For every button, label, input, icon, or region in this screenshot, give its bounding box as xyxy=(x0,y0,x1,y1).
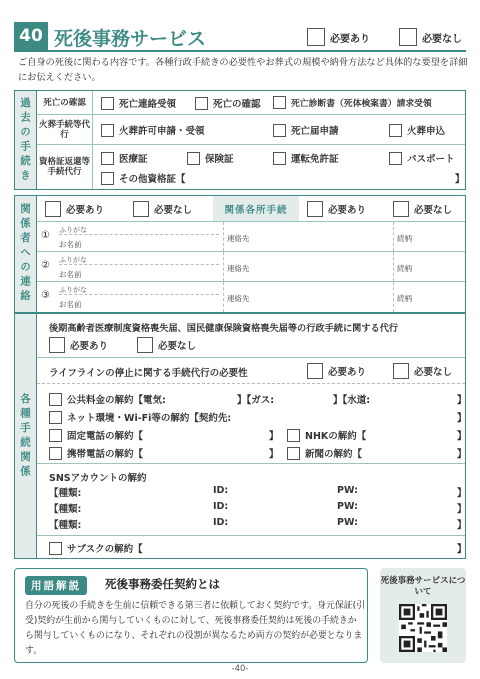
relation-field[interactable]: 続柄 xyxy=(397,234,412,243)
option-cremation-permit[interactable]: 火葬許可申請・受領 xyxy=(101,123,205,137)
contact-row-1: ① ふりがな お名前 連絡先 続柄 xyxy=(37,222,465,252)
header-need-checkbox[interactable] xyxy=(307,28,325,46)
header-need-option[interactable] xyxy=(307,28,370,46)
checkbox[interactable] xyxy=(49,337,65,353)
page-number: -40- xyxy=(231,664,249,674)
contacts-options-row xyxy=(37,196,465,222)
elderly-title: 後期高齢者医療制度資格喪失届、国民健康保険資格喪失届等の行政手続に関する代行 xyxy=(49,323,399,334)
checkbox[interactable] xyxy=(273,124,286,137)
contacts-section xyxy=(14,195,466,313)
sns-id-field[interactable]: ID: xyxy=(213,485,229,496)
contact-row-2: ② ふりがな お名前 連絡先 続柄 xyxy=(37,252,465,282)
option-nhk[interactable]: NHKの解約【 xyxy=(287,428,366,442)
checkbox[interactable] xyxy=(49,393,62,406)
sns-block: SNSアカウントの解約 【種類: ID: PW: 】 【種類: ID: PW: 】 【種類: ID: PW: 】 xyxy=(37,464,465,536)
lifeline-title: ライフラインの停止に関する手続代行の必要性 xyxy=(49,368,248,379)
header-need-label: 必要あり xyxy=(330,33,370,45)
header-noneed-label: 必要なし xyxy=(422,33,462,45)
utilities-block: 公共料金の解約【電気: 】【ガス: 】【水道: 】 ネット環境・Wi-Fi等の解約【契約先: 】 固定電話の解約【 】 NHKの解約【 】 携帯電話の解約【 】 新聞の解約【 】 xyxy=(37,384,465,464)
sns-title: SNSアカウントの解約 xyxy=(49,473,147,484)
sns-pw-field[interactable]: PW: xyxy=(337,485,358,496)
lifeline-noneed-option[interactable]: 必要なし xyxy=(393,363,452,379)
agency-need-option[interactable]: 必要あり xyxy=(307,201,366,217)
sns-id-field[interactable]: ID: xyxy=(213,517,229,528)
procedures-side-label: 過去の手続き xyxy=(15,91,37,189)
option-license[interactable]: 運転免許証 xyxy=(273,151,339,165)
row-label: 死亡の確認 xyxy=(37,91,93,114)
checkbox[interactable] xyxy=(287,447,300,460)
contact-row-3: ③ ふりがな お名前 連絡先 続柄 xyxy=(37,282,465,312)
various-section xyxy=(14,313,466,559)
option-subscription[interactable]: サブスクの解約【 xyxy=(49,541,143,555)
option-landline[interactable]: 固定電話の解約【 xyxy=(49,428,143,442)
agency-noneed-option[interactable]: 必要なし xyxy=(393,201,452,217)
row-documents xyxy=(37,145,465,189)
option-passport[interactable]: パスポート xyxy=(389,151,455,165)
elderly-row xyxy=(37,314,465,358)
sns-id-field[interactable]: ID: xyxy=(213,501,229,512)
option-public-utilities[interactable]: 公共料金の解約【電気: xyxy=(49,392,166,406)
checkbox[interactable] xyxy=(187,152,200,165)
row-death-confirm xyxy=(37,91,465,115)
checkbox[interactable] xyxy=(137,337,153,353)
elderly-need-option[interactable]: 必要あり xyxy=(49,337,108,353)
other-documents-close: 】 xyxy=(455,174,465,185)
relation-field[interactable]: 続柄 xyxy=(397,264,412,273)
checkbox[interactable] xyxy=(49,411,62,424)
row-cremation xyxy=(37,115,465,145)
contacts-side-label: 関係者への連絡 xyxy=(15,196,37,312)
row-label: 資格証返還等手続代行 xyxy=(37,145,93,189)
qr-label: 死後事務サービスについて xyxy=(380,576,466,597)
contacts-need-option[interactable]: 必要あり xyxy=(45,201,104,217)
header-noneed-option[interactable] xyxy=(399,28,462,46)
checkbox[interactable] xyxy=(273,152,286,165)
relation-field[interactable]: 続柄 xyxy=(397,294,412,303)
row-label: 火葬手続等代行 xyxy=(37,115,93,144)
checkbox[interactable] xyxy=(393,201,409,217)
glossary-body: 自分の死後の手続きを生前に信頼できる第三者に依頼しておく契約です。身元保証(引受)契約が生前から関与していくものに対して、死後事務委任契約は死後の手続きから関与していくものになり、それぞれの役割が異なるため両方の契約が必要となります。 xyxy=(25,601,365,656)
checkbox[interactable] xyxy=(307,201,323,217)
checkbox[interactable] xyxy=(101,172,114,185)
subscription-row: サブスクの解約【 】 xyxy=(37,536,465,558)
intro-text: ご自身の死後に関わる内容です。各種行政手続きの必要性やお葬式の規模や納骨方法など具体的な要望を詳細にお伝えください。 xyxy=(18,57,468,83)
header-noneed-checkbox[interactable] xyxy=(399,28,417,46)
sns-pw-field[interactable]: PW: xyxy=(337,501,358,512)
checkbox[interactable] xyxy=(389,152,402,165)
page-header xyxy=(14,22,466,50)
checkbox[interactable] xyxy=(287,429,300,442)
option-death-contact[interactable]: 死亡連絡受領 xyxy=(101,96,176,110)
glossary-tag: 用語解説 xyxy=(25,576,87,595)
glossary-title: 死後事務委任契約とは xyxy=(105,577,220,591)
qr-code-icon[interactable] xyxy=(399,604,447,652)
option-other-documents[interactable]: その他資格証【 xyxy=(101,171,186,185)
section-number: 40 xyxy=(14,22,48,50)
checkbox[interactable] xyxy=(307,363,323,379)
option-internet[interactable]: ネット環境・Wi-Fi等の解約【契約先: xyxy=(49,410,231,424)
checkbox[interactable] xyxy=(101,152,114,165)
option-death-notice[interactable]: 死亡届申請 xyxy=(273,123,339,137)
contact-field[interactable]: 連絡先 xyxy=(227,294,250,303)
contact-field[interactable]: 連絡先 xyxy=(227,234,250,243)
option-newspaper[interactable]: 新聞の解約【 xyxy=(287,446,362,460)
qr-panel xyxy=(380,568,466,663)
sns-pw-field[interactable]: PW: xyxy=(337,517,358,528)
checkbox[interactable] xyxy=(133,201,149,217)
contacts-noneed-option[interactable]: 必要なし xyxy=(133,201,192,217)
agency-procedures-label: 関係各所手続 xyxy=(213,196,299,221)
procedures-section xyxy=(14,90,466,190)
page-title: 死後事務サービス xyxy=(54,28,207,50)
lifeline-need-option[interactable]: 必要あり xyxy=(307,363,366,379)
checkbox[interactable] xyxy=(49,542,62,555)
elderly-noneed-option[interactable]: 必要なし xyxy=(137,337,196,353)
lifeline-row xyxy=(37,358,465,384)
checkbox[interactable] xyxy=(45,201,61,217)
checkbox[interactable] xyxy=(389,124,402,137)
option-mobile[interactable]: 携帯電話の解約【 xyxy=(49,446,143,460)
option-death-certificate[interactable]: 死亡診断書（死体検案書）請求受領 xyxy=(273,96,432,109)
checkbox[interactable] xyxy=(273,96,286,109)
glossary-box xyxy=(14,568,368,663)
option-cremation-apply[interactable]: 火葬申込 xyxy=(389,123,445,137)
various-side-label: 各種手続関係 xyxy=(15,314,37,558)
option-insurance-card[interactable]: 保険証 xyxy=(187,151,234,165)
contact-field[interactable]: 連絡先 xyxy=(227,264,250,273)
checkbox[interactable] xyxy=(393,363,409,379)
checkbox[interactable] xyxy=(101,124,114,137)
checkbox[interactable] xyxy=(101,97,114,110)
option-death-confirm[interactable]: 死亡の確認 xyxy=(195,96,261,110)
checkbox[interactable] xyxy=(49,447,62,460)
option-medical-card[interactable]: 医療証 xyxy=(101,151,148,165)
checkbox[interactable] xyxy=(195,97,208,110)
header-rule xyxy=(14,50,466,52)
checkbox[interactable] xyxy=(49,429,62,442)
